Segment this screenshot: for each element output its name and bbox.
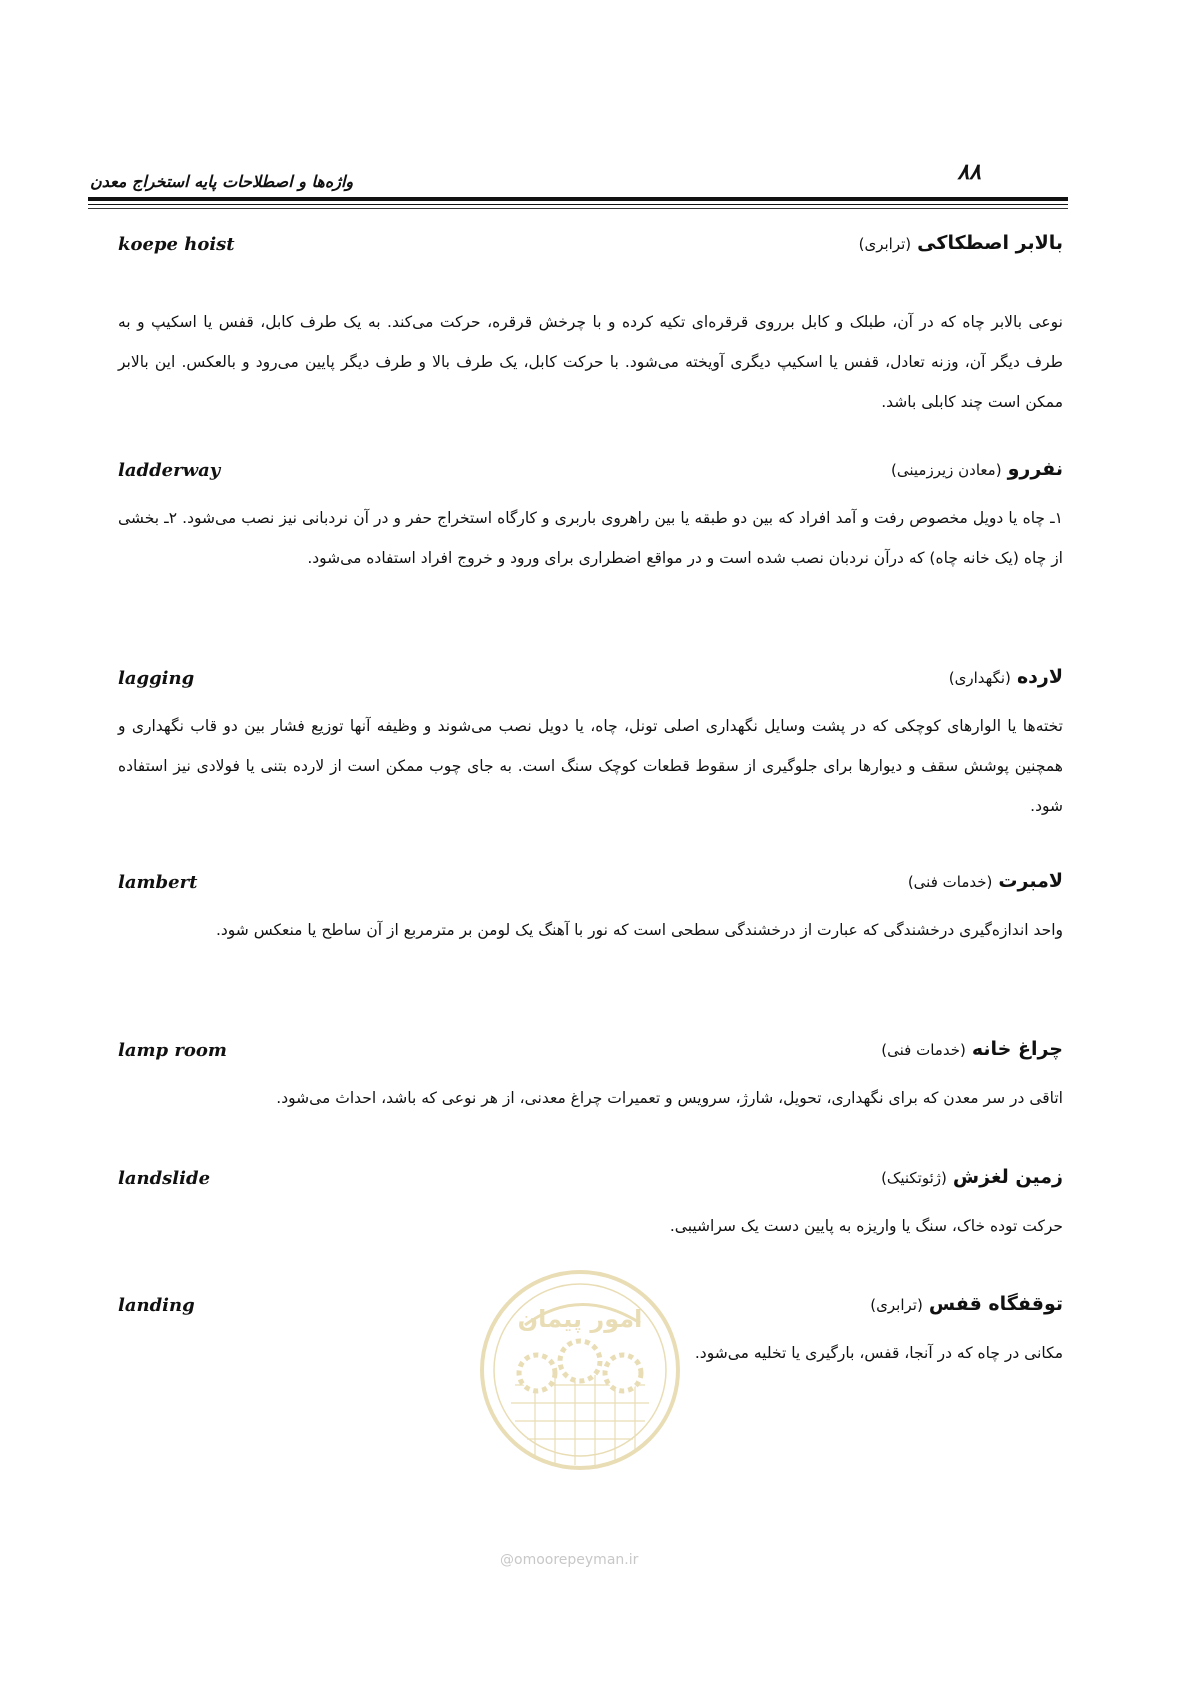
subject-field: (خدمات فنی) [907, 873, 993, 891]
persian-term [908, 870, 1063, 892]
glossary-entry-lagging [118, 666, 1063, 826]
glossary-entry-lambert [118, 870, 1063, 950]
definition-text: ۱ـ چاه یا دویل مخصوص رفت و آمد افراد که بین دو طبقه یا بین راهروی باربری و کارگاه استخراج حفر و در آن نردبانی نیز نصب می‌شود. ۲ـ بخشی از چاه (یک خانه چاه) که درآن نردبان نصب شده است و در مواقع اضطراری برای ورود و خروج افراد استفاده می‌شود. [118, 509, 1063, 567]
header-rule-thick [88, 197, 1068, 201]
svg-text:امور پیمان: امور پیمان [517, 1305, 643, 1333]
watermark-url: @omoorepeyman.ir [500, 1552, 639, 1568]
english-term: landing [118, 1295, 195, 1316]
english-term: lagging [118, 668, 195, 689]
persian-term-word: چراغ خانه [971, 1038, 1063, 1060]
persian-term [859, 232, 1063, 254]
watermark-logo [475, 1265, 685, 1475]
glossary-entry-landslide [118, 1166, 1063, 1246]
definition-text: حرکت توده خاک، سنگ یا واریزه به پایین دست یک سراشیبی. [669, 1217, 1063, 1235]
persian-term [881, 1038, 1063, 1060]
definition-text: اتاقی در سر معدن که برای نگهداری، تحویل، شارژ، سرویس و تعمیرات چراغ معدنی، از هر نوعی که باشد، احداث می‌شود. [276, 1089, 1063, 1107]
header-rule-thin-2 [88, 208, 1068, 209]
header-rule-thin [88, 204, 1068, 205]
english-term: lambert [118, 872, 198, 893]
english-term: koepe hoist [118, 234, 235, 255]
running-title: واژه‌ها و اصطلاحات پایه استخراج معدن [90, 172, 354, 191]
subject-field: (معادن زیرزمینی) [891, 461, 1002, 479]
english-term: landslide [118, 1168, 211, 1189]
glossary-entry-ladderway [118, 458, 1063, 578]
subject-field: (ترابری) [870, 1296, 923, 1314]
persian-term [881, 1166, 1063, 1188]
persian-term [949, 666, 1063, 688]
subject-field: (ترابری) [858, 235, 912, 253]
page-number: ۸۸ [957, 160, 981, 185]
persian-term-word: زمین لغزش [952, 1166, 1063, 1188]
definition-text: واحد اندازه‌گیری درخشندگی که عبارت از درخشندگی سطحی است که نور با آهنگ یک لومن بر مترمربع از آن ساطح یا منعکس شود. [215, 921, 1063, 939]
definition-text: نوعی بالابر چاه که در آن، طبلک و کابل برروی قرقره‌ای تکیه کرده و با چرخش قرقره، حرکت می‌کند. به یک طرف کابل، قفس یا اسکیپ و به طرف دیگر آن، وزنه تعادل، قفس یا اسکیپ دیگری آویخته می‌شود. با حرکت کابل، یک طرف بالا و طرف دیگر پایین می‌رود و بالعکس. این بالابر ممکن است چند کابلی باشد. [118, 313, 1063, 411]
persian-term-word: لامبرت [998, 870, 1063, 892]
subject-field: (خدمات فنی) [881, 1041, 966, 1059]
glossary-entry-koepe-hoist [118, 232, 1063, 422]
subject-field: (ژئوتکنیک) [881, 1169, 947, 1187]
definition-text: تخته‌ها یا الوارهای کوچکی که در پشت وسایل نگهداری اصلی تونل، چاه، یا دویل نصب می‌شوند و وظیفه آنها توزیع فشار بین دو قاب نگهداری و همچنین پوشش سقف و دیوارها برای جلوگیری از سقوط قطعات کوچک سنگ است. به جای چوب ممکن است از لارده بتنی یا فولادی نیز استفاده شود. [118, 717, 1063, 815]
glossary-entry-lamp-room [118, 1038, 1063, 1118]
persian-term-word: نفررو [1007, 458, 1063, 480]
persian-term [870, 1293, 1063, 1315]
persian-term-word: لارده [1016, 666, 1063, 688]
subject-field: (نگهداری) [948, 669, 1011, 687]
definition-text: مکانی در چاه که در آنجا، قفس، بارگیری یا تخلیه می‌شود. [694, 1344, 1063, 1362]
english-term: lamp room [118, 1040, 227, 1061]
persian-term-word: بالابر اصطکاکی [917, 232, 1063, 254]
english-term: ladderway [118, 460, 221, 481]
persian-term [891, 458, 1063, 480]
persian-term-word: توقفگاه قفس [928, 1293, 1063, 1315]
